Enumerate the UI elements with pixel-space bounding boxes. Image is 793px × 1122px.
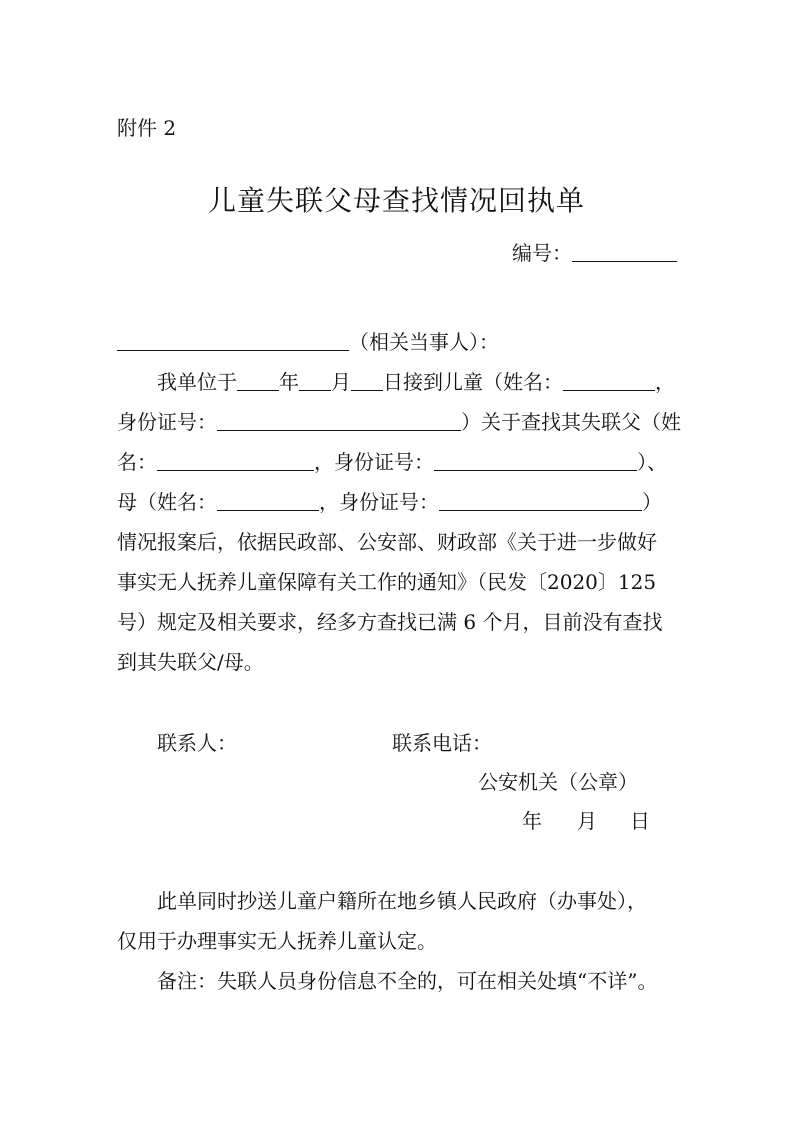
para1-line1-lead xyxy=(157,370,675,394)
para1-line8: 到其失联父/母。 xyxy=(117,650,264,674)
note1-line2: 仅用于办理事实无人抚养儿童认定。 xyxy=(117,929,437,953)
para1-line6: 事实无人抚养儿童保障有关工作的通知》（民发〔2020〕125 xyxy=(117,570,657,594)
month-unit: 月 xyxy=(331,370,351,394)
father-name-field[interactable] xyxy=(157,450,314,471)
mother-name-field[interactable] xyxy=(217,490,319,511)
serial-number-label: 编号： xyxy=(512,241,572,265)
para1-line4 xyxy=(117,490,662,514)
para1-line1-text-b: 日接到儿童（姓名： xyxy=(383,370,563,394)
date-month-unit: 月 xyxy=(577,809,597,833)
para1-line1-text-a: 我单位于 xyxy=(157,370,237,394)
para1-line3 xyxy=(117,450,667,474)
contact-person-label: 联系人： xyxy=(157,731,237,755)
para1-line1 xyxy=(117,370,679,394)
page-title: 儿童失联父母查找情况回执单 xyxy=(207,184,585,217)
para1-line4-text-c: ） xyxy=(642,490,662,514)
remark-note: 备注：失联人员身份信息不全的，可在相关处填“不详”。 xyxy=(157,969,658,993)
report-day-field[interactable] xyxy=(351,370,383,391)
mother-id-field[interactable] xyxy=(439,490,642,511)
note1-line1: 此单同时抄送儿童户籍所在地乡镇人民政府（办事处）， xyxy=(157,889,647,913)
para1-line4-text-b: ，身份证号： xyxy=(319,490,439,514)
date-day-unit: 日 xyxy=(630,809,650,833)
recipient-name-field[interactable] xyxy=(117,330,349,351)
para1-line3-text-c: ）、 xyxy=(637,450,667,474)
child-id-field[interactable] xyxy=(217,410,461,431)
para1-line4-text-a: 母（姓名： xyxy=(117,490,217,514)
contact-phone-label: 联系电话： xyxy=(392,731,492,755)
para1-line1-end: ， xyxy=(655,370,675,394)
report-year-field[interactable] xyxy=(237,370,279,391)
attachment-label: 附件 2 xyxy=(117,116,177,140)
serial-number-field[interactable] xyxy=(572,241,677,262)
para1-line5: 情况报案后，依据民政部、公安部、财政部《关于进一步做好 xyxy=(117,530,657,554)
child-name-field[interactable] xyxy=(563,370,655,391)
para1-line3-text-b: ，身份证号： xyxy=(314,450,434,474)
date-year-unit: 年 xyxy=(522,809,542,833)
para1-line2-text-b: ）关于查找其失联父（姓 xyxy=(461,410,681,434)
recipient-row xyxy=(117,330,499,354)
para1-line3-text-a: 名： xyxy=(117,450,157,474)
report-month-field[interactable] xyxy=(299,370,331,391)
para1-line2-text-a: 身份证号： xyxy=(117,410,217,434)
recipient-suffix: （相关当事人）： xyxy=(349,330,499,354)
seal-label: 公安机关（公章） xyxy=(478,770,638,794)
year-unit: 年 xyxy=(279,370,299,394)
serial-number-row xyxy=(512,241,677,265)
para1-line7: 号）规定及相关要求，经多方查找已满 6 个月，目前没有查找 xyxy=(117,610,663,634)
father-id-field[interactable] xyxy=(434,450,637,471)
para1-line2 xyxy=(117,410,681,434)
